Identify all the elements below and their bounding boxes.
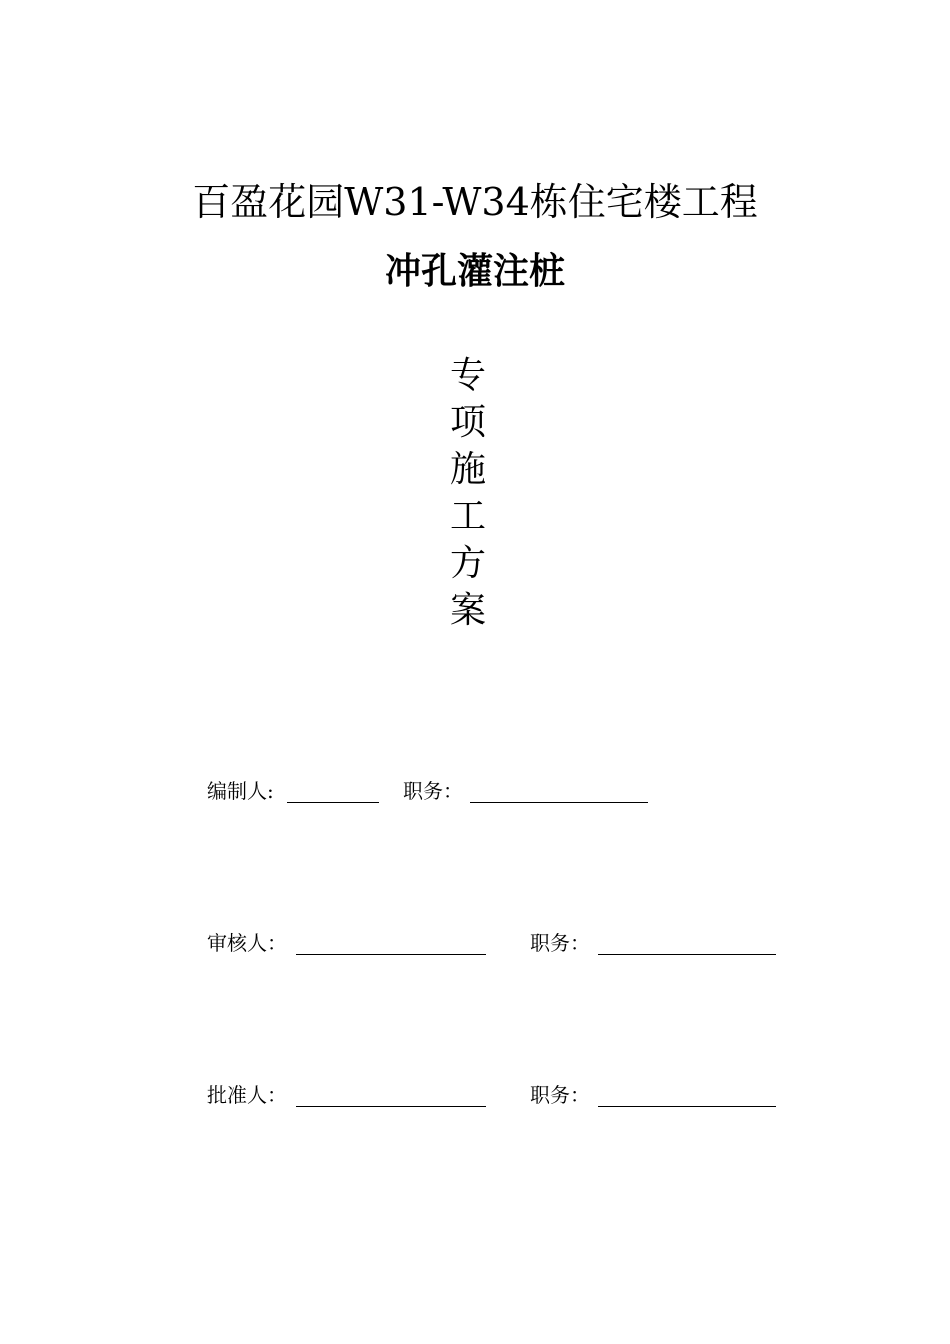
vertical-title-char: 专	[449, 355, 486, 396]
reviewer-signature-line	[296, 954, 486, 955]
approver-signature-line	[296, 1106, 486, 1107]
approver-label: 批准人：	[207, 1083, 287, 1107]
vertical-title-char: 施	[449, 449, 486, 490]
compiler-signature-line	[287, 802, 379, 803]
approver-position-line	[598, 1106, 776, 1107]
vertical-title	[440, 352, 496, 634]
compiler-label: 编制人:	[207, 779, 274, 803]
approver-position-label: 职务：	[530, 1083, 590, 1107]
project-title: 百盈花园W31-W34栋住宅楼工程	[192, 180, 758, 224]
reviewer-position-label: 职务：	[530, 931, 590, 955]
reviewer-position-line	[598, 954, 776, 955]
compiler-position-label: 职务：	[403, 779, 463, 803]
reviewer-label: 审核人：	[207, 931, 287, 955]
vertical-title-char: 方	[449, 543, 486, 584]
document-subtitle: 冲孔灌注桩	[384, 251, 565, 292]
compiler-position-line	[470, 802, 648, 803]
reviewer-row	[207, 928, 782, 958]
compiler-row	[207, 776, 657, 806]
vertical-title-char: 工	[449, 496, 486, 537]
vertical-title-char: 案	[449, 590, 486, 631]
approver-row	[207, 1080, 782, 1110]
vertical-title-char: 项	[449, 402, 486, 443]
